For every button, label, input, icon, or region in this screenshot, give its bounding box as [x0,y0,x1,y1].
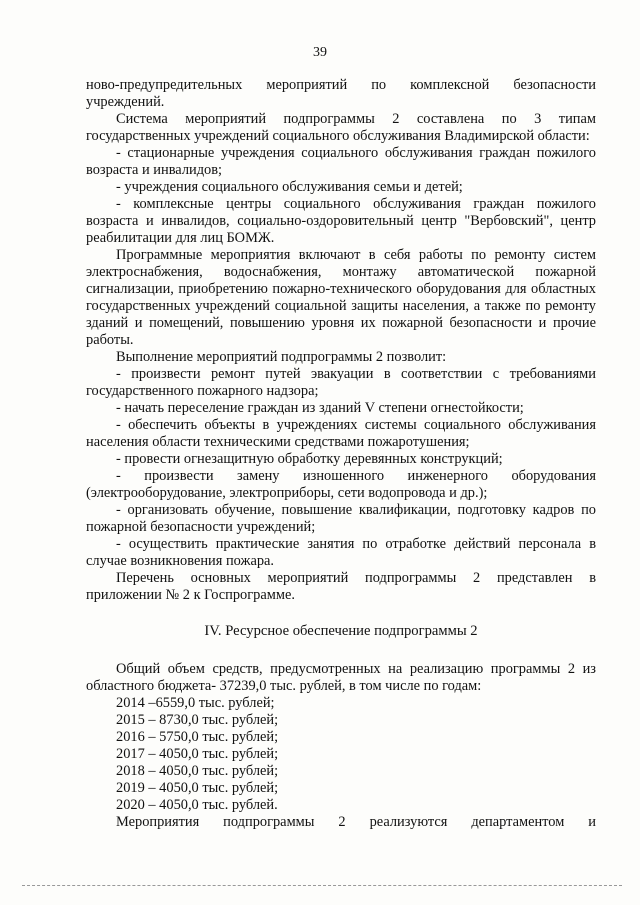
page-edge-divider [22,885,622,886]
funding-year: 2015 – 8730,0 тыс. рублей; [116,712,279,728]
paragraph: Перечень основных мероприятий подпрограммы 2 представлен в приложении № 2 к Госпрограмме. [86,570,596,603]
page-number: 39 [313,45,327,60]
list-item: - комплексные центры социального обслуживания граждан пожилого возраста и инвалидов, социально-оздоровительный центр "Вербовский", центр реабилитации для лиц БОМЖ. [86,196,596,246]
list-item: - провести огнезащитную обработку деревянных конструкций; [116,451,503,467]
funding-year: 2019 – 4050,0 тыс. рублей; [116,780,279,796]
section-heading: IV. Ресурсное обеспечение подпрограммы 2 [204,623,478,639]
funding-year: 2018 – 4050,0 тыс. рублей; [116,763,279,779]
funding-year: 2014 –6559,0 тыс. рублей; [116,695,275,711]
list-item: - обеспечить объекты в учреждениях системы социального обслуживания населения области техническими средствами пожаротушения; [86,417,596,450]
list-item: - осуществить практические занятия по отработке действий персонала в случае возникновения пожара. [86,536,596,569]
list-item: - начать переселение граждан из зданий V степени огнестойкости; [116,400,524,416]
paragraph: Система мероприятий подпрограммы 2 составлена по 3 типам государственных учреждений социального обслуживания Владимирской области: [86,111,596,144]
paragraph: Программные мероприятия включают в себя работы по ремонту систем электроснабжения, водоснабжения, монтажу автоматической пожарной сигнализации, приобретению пожарно-технического оборудования для областных государственных учреждений социальной защиты населения, а также по ремонту зданий и помещений, повышению уровня их пожарной безопасности и прочие работы. [86,247,596,348]
paragraph: Выполнение мероприятий подпрограммы 2 позволит: [116,349,447,365]
list-item: - произвести ремонт путей эвакуации в соответствии с требованиями государственного пожарного надзора; [86,366,596,399]
list-item: - организовать обучение, повышение квалификации, подготовку кадров по пожарной безопасности учреждений; [86,502,596,535]
funding-year: 2020 – 4050,0 тыс. рублей. [116,797,278,813]
list-item: - учреждения социального обслуживания семьи и детей; [116,179,463,195]
closing-line: Мероприятия подпрограммы 2 реализуются департаментом и [116,814,596,830]
document-body [86,77,596,831]
funding-year: 2016 – 5750,0 тыс. рублей; [116,729,279,745]
list-item: - стационарные учреждения социального обслуживания граждан пожилого возраста и инвалидов; [86,145,596,178]
funding-year: 2017 – 4050,0 тыс. рублей; [116,746,279,762]
funding-intro: Общий объем средств, предусмотренных на реализацию программы 2 из областного бюджета- 37239,0 тыс. рублей, в том числе по годам: [86,661,596,694]
paragraph: ново-предупредительных мероприятий по комплексной безопасности учреждений. [86,77,596,110]
list-item: - произвести замену изношенного инженерного оборудования (электрооборудование, электроприборы, сети водопровода и др.); [86,468,596,501]
